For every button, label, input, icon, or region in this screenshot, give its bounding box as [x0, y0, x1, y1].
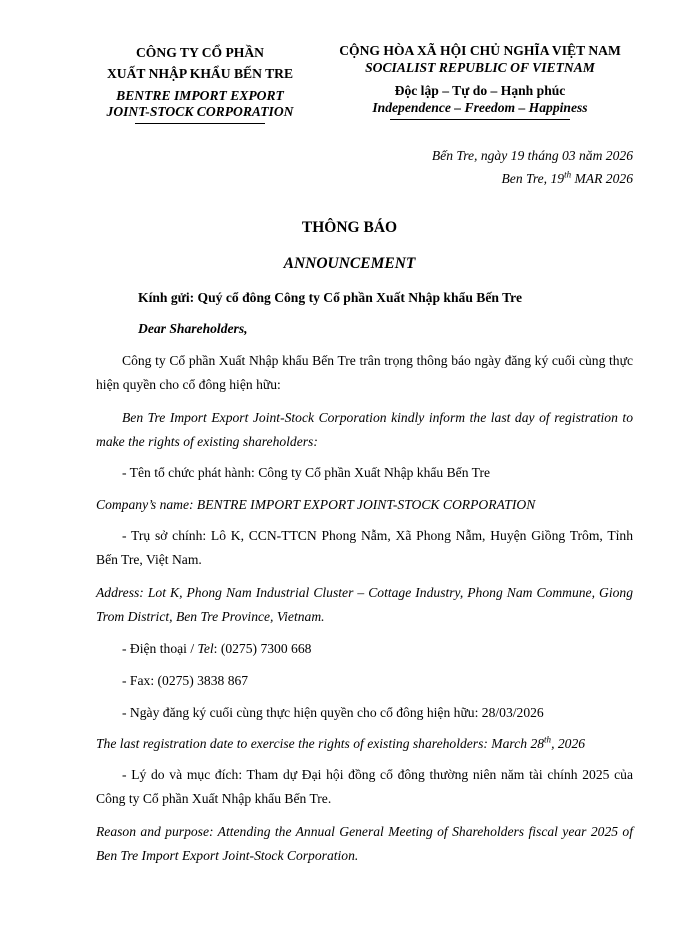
header-right-divider — [390, 119, 570, 120]
doc-title-en: ANNOUNCEMENT — [283, 255, 416, 272]
doc-title-vi: THÔNG BÁO — [301, 219, 398, 236]
company-name-en-line1: BENTRE IMPORT EXPORT — [116, 88, 284, 103]
company-header — [95, 42, 305, 124]
intro-en: Ben Tre Import Export Joint-Stock Corporation kindly inform the last day of registration to make the rights of existing shareholders: — [96, 410, 633, 449]
record-date-vi: - Ngày đăng ký cuối cùng thực hiện quyền cho cổ đông hiện hữu: 28/03/2026 — [122, 705, 544, 720]
motto-vi: Độc lập – Tự do – Hạnh phúc — [394, 83, 566, 98]
date-en: Ben Tre, 19th MAR 2026 — [501, 169, 633, 186]
purpose-vi: - Lý do và mục đích: Tham dự Đại hội đồng cổ đông thường niên năm tài chính 2025 của Công ty Cổ phần Xuất Nhập khẩu Bến Tre. — [96, 767, 633, 806]
address-en: Address: Lot K, Phong Nam Industrial Cluster – Cottage Industry, Phong Nam Commune, Giong Trom District, Ben Tre Province, Vietnam. — [96, 585, 633, 624]
company-name-vi-line2: XUẤT NHẬP KHẨU BẾN TRE — [106, 66, 294, 81]
motto-en: Independence – Freedom – Happiness — [372, 100, 588, 115]
intro-vi: Công ty Cổ phần Xuất Nhập khẩu Bến Tre trân trọng thông báo ngày đăng ký cuối cùng thực hiện quyền cho cổ đông hiện hữu: — [96, 353, 633, 392]
national-header — [325, 42, 635, 120]
recipient-vi: Kính gửi: Quý cổ đông Công ty Cổ phần Xuất Nhập khẩu Bến Tre — [138, 290, 522, 305]
recipient-en: Dear Shareholders, — [138, 321, 248, 336]
national-title-vi: CỘNG HÒA XÃ HỘI CHỦ NGHĨA VIỆT NAM — [339, 43, 621, 58]
company-name-en-line2: JOINT-STOCK CORPORATION — [106, 104, 294, 119]
address-vi: - Trụ sở chính: Lô K, CCN-TTCN Phong Nẫm, Xã Phong Nẫm, Huyện Giồng Trôm, Tỉnh Bến Tre, Việt Nam. — [96, 528, 633, 567]
company-name-vi-line1: CÔNG TY CỔ PHẦN — [135, 45, 264, 60]
issuer-name-vi: - Tên tổ chức phát hành: Công ty Cổ phần Xuất Nhập khẩu Bến Tre — [122, 465, 491, 480]
fax: - Fax: (0275) 3838 867 — [122, 673, 249, 688]
purpose-en: Reason and purpose: Attending the Annual General Meeting of Shareholders fiscal year 2025 of Ben Tre Import Export Joint-Stock Corporation. — [96, 824, 633, 863]
date-vi: Bến Tre, ngày 19 tháng 03 năm 2026 — [431, 148, 633, 163]
record-date-en: The last registration date to exercise the rights of existing shareholders: March 28th, 2026 — [96, 734, 586, 751]
national-title-en: SOCIALIST REPUBLIC OF VIETNAM — [365, 60, 595, 75]
phone: - Điện thoại / Tel: (0275) 7300 668 — [122, 641, 312, 656]
issuer-name-en: Company’s name: BENTRE IMPORT EXPORT JOINT-STOCK CORPORATION — [96, 497, 536, 512]
header-left-divider — [135, 123, 265, 124]
